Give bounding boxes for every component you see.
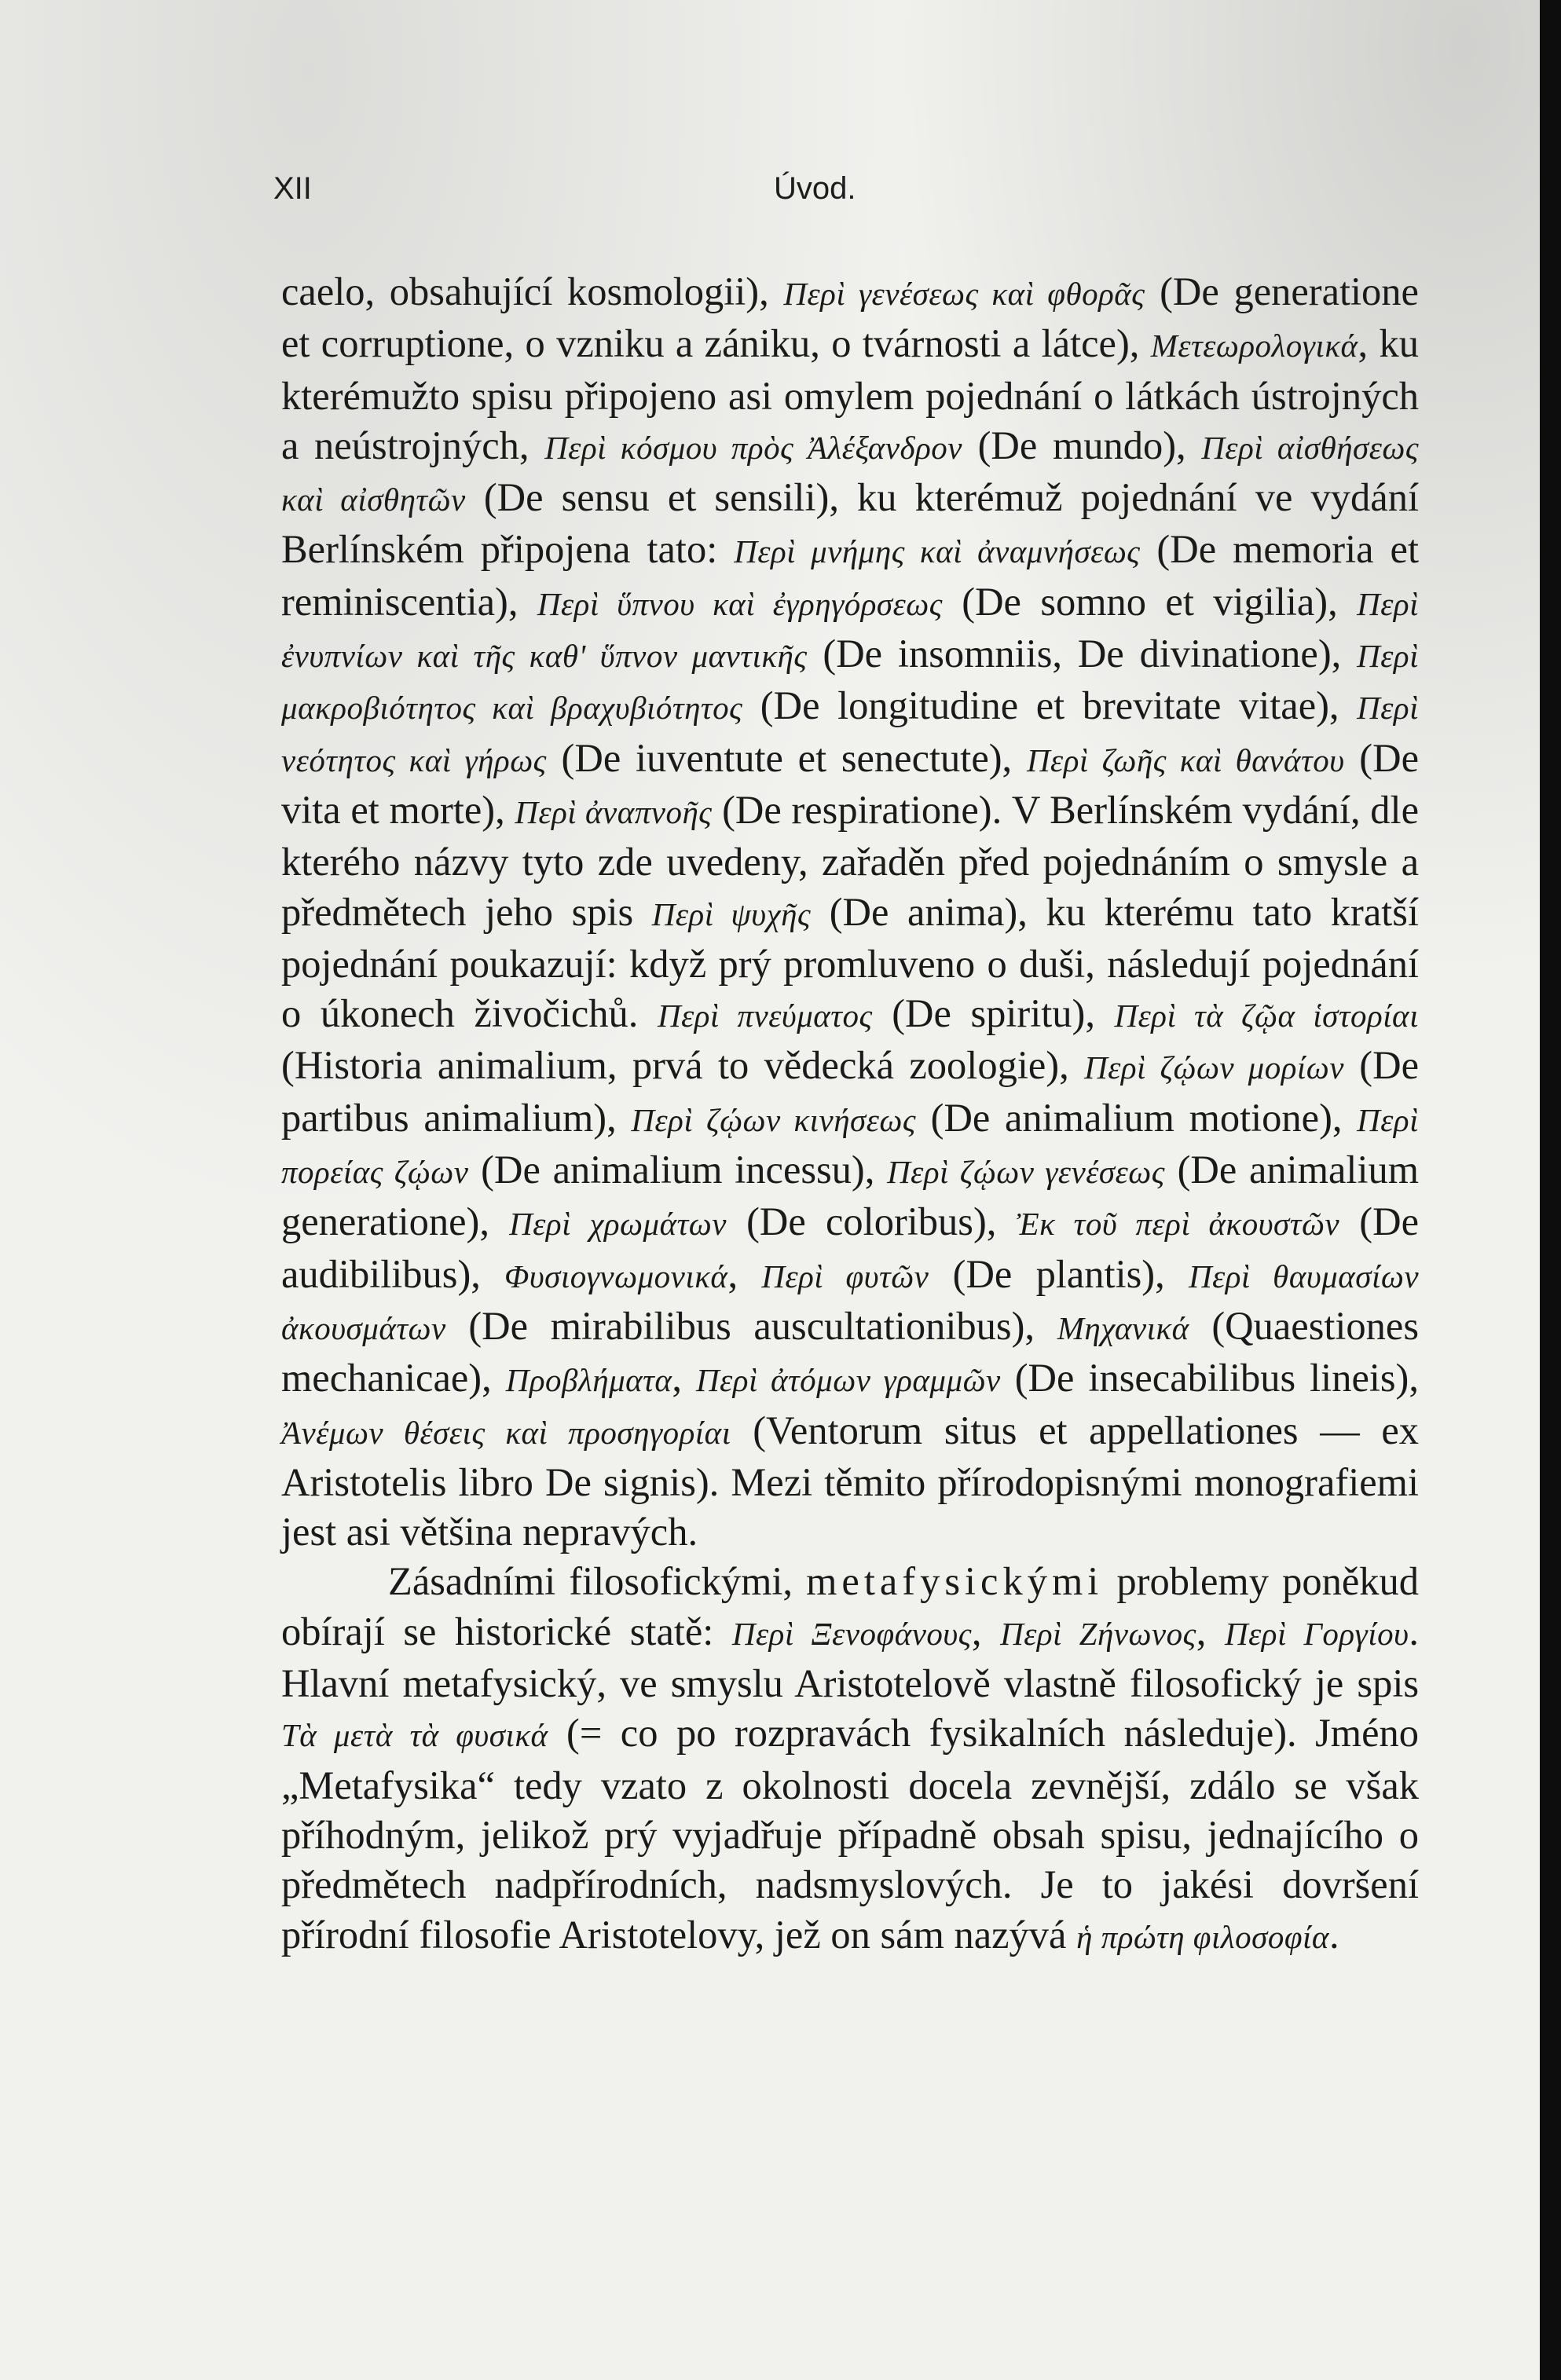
greek-title: Περὶ ἀτόμων γραμμῶν xyxy=(696,1362,1001,1399)
text-run: (De insecabilibus lineis), xyxy=(1000,1356,1419,1401)
greek-title: Περὶ χρωμάτων xyxy=(509,1206,727,1243)
text-run: caelo, obsahující kosmologii), xyxy=(281,269,784,313)
text-run: . Hlavní metafysický, ve smyslu Aristotelově vlastně filosofický je spis xyxy=(281,1609,1420,1706)
greek-title: Περὶ τὰ ζῷα ἱστορίαι xyxy=(1114,998,1419,1034)
greek-title: Περὶ γενέσεως καὶ φθορᾶς xyxy=(783,276,1145,312)
text-run: , xyxy=(971,1609,1001,1653)
text-run: (De animalium motione), xyxy=(916,1095,1358,1140)
greek-title: Περὶ νεότητος καὶ γήρως xyxy=(281,690,1419,778)
greek-title: Περὶ Ζήνωνος xyxy=(1000,1615,1196,1652)
greek-title: Περὶ ὕπνου καὶ ἐγρηγόρσεως xyxy=(537,585,943,622)
text-run: (De somno et vigilia), xyxy=(942,579,1358,624)
greek-title: Περὶ πορείας ζῴων xyxy=(281,1101,1419,1191)
text-run: (De animalium generatione), xyxy=(281,1148,1420,1244)
greek-title: Τὰ μετὰ τὰ φυσικά xyxy=(281,1717,548,1754)
greek-title: Φυσιογνωμονικά xyxy=(504,1258,728,1294)
text-run: (De partibus animalium), xyxy=(281,1043,1420,1140)
text-run: (De spiritu), xyxy=(872,991,1115,1036)
paragraph-2 xyxy=(281,1557,1419,1961)
text-run: (De sensu et sensili), ku kterémuž pojednání ve vydání Berlínském připojena tato: xyxy=(281,475,1419,572)
greek-title: Μηχανικά xyxy=(1057,1309,1189,1346)
text-run: (De anima), ku kterému tato kratší pojednání poukazují: když prý promluveno o duši, následují pojednání o úkonech živočichů. xyxy=(281,889,1419,1036)
text-run: , xyxy=(1196,1609,1225,1653)
greek-title: Περὶ πνεύματος xyxy=(657,998,873,1034)
greek-title: Περὶ κόσμου πρὸς Ἀλέξανδρον xyxy=(544,429,962,466)
page-number: XII xyxy=(273,171,312,206)
greek-title: Ἀνέμων θέσεις καὶ προσηγορίαι xyxy=(281,1414,731,1451)
text-run: Zásadními filosofickými, xyxy=(388,1559,807,1604)
text-run: (De generatione et corruptione, o vzniku a zániku, o tvárnosti a látce), xyxy=(281,269,1419,366)
greek-title: Περὶ ζῴων γενέσεως xyxy=(887,1154,1165,1191)
greek-title: Περὶ ἐνυπνίων καὶ τῆς καθ' ὕπνον μαντικῆς xyxy=(281,585,1419,675)
greek-title: Περὶ ἀναπνοῆς xyxy=(515,793,713,830)
running-head xyxy=(273,171,1436,218)
greek-title: Περὶ Γοργίου xyxy=(1225,1615,1409,1652)
greek-title: Μετεωρολογικά xyxy=(1150,328,1358,364)
greek-title: Περὶ ψυχῆς xyxy=(651,895,812,932)
text-run: (Historia animalium, prvá to vědecká zoologie), xyxy=(281,1043,1085,1088)
greek-title: Περὶ ζῴων κινήσεως xyxy=(631,1101,916,1138)
text-run: (Ventorum situs et appellationes — ex Aristotelis libro De signis). Mezi těmito přírodopisnými monografiemi jest asi většina nepravých. xyxy=(281,1408,1419,1554)
greek-title: Περὶ Ξενοφάνους xyxy=(731,1615,972,1652)
text-run: , ku kterémužto spisu připojeno asi omylem pojednání o látkách ústrojných a neústrojných, xyxy=(281,321,1419,467)
paragraph-1 xyxy=(281,267,1419,1557)
text-run: problemy poněkud obírají se historické statě: xyxy=(281,1559,1419,1653)
text-run: (De respiratione). V Berlínském vydání, dle kterého názvy tyto zde uvedeny, zařaděn před pojednáním o smysle a předmětech jeho spis xyxy=(281,787,1419,934)
greek-title: ἡ πρώτη φιλοσοφία xyxy=(1076,1918,1329,1955)
greek-title: Περὶ θαυμασίων ἀκουσμάτων xyxy=(281,1258,1420,1346)
text-run: (De vita et morte), xyxy=(281,735,1419,832)
greek-title: Περὶ ζωῆς καὶ θανάτου xyxy=(1026,741,1345,778)
text-run: (De audibilibus), xyxy=(281,1199,1420,1296)
text-run: (Quaestiones mechanicae), xyxy=(281,1303,1419,1401)
greek-title: Προβλήματα xyxy=(505,1362,672,1399)
greek-title: Περὶ αἰσθήσεως καὶ αἰσθητῶν xyxy=(281,429,1420,518)
text-run: (De animalium incessu), xyxy=(468,1148,888,1192)
text-run: (De coloribus), xyxy=(726,1199,1017,1244)
text-run: (De mirabilibus auscultationibus), xyxy=(445,1303,1057,1348)
scan-edge xyxy=(1540,0,1561,2380)
text-run: (De longitudine et brevitate vitae), xyxy=(742,683,1358,728)
section-title: Úvod. xyxy=(774,171,856,206)
greek-title: Περὶ μακροβιότητος καὶ βραχυβιότητος xyxy=(281,638,1419,727)
greek-title: Ἐκ τοῦ περὶ ἀκουστῶν xyxy=(1016,1206,1340,1243)
text-run: , xyxy=(727,1251,762,1296)
greek-title: Περὶ ζῴων μορίων xyxy=(1084,1049,1344,1086)
spaced-term: metafysickými xyxy=(806,1559,1104,1604)
text-run: (De memoria et reminiscentia), xyxy=(281,527,1419,624)
text-run: (De plantis), xyxy=(929,1251,1189,1296)
text-run: (De iuventute et senectute), xyxy=(546,735,1027,780)
text-run: , xyxy=(672,1356,697,1401)
text-run: (= co po rozpravách fysikalních následuje). Jméno „Metafysika“ tedy vzato z okolnosti docela zevnější, zdálo se však příhodným, jelikož prý vyjadřuje případně obsah spisu, jednajícího o předmětech nadpřírodních, nadsmyslových. Je to jakési dovršení přírodní filosofie Aristotelovy, jež on sám nazývá xyxy=(281,1711,1420,1957)
text-run: (De mundo), xyxy=(962,423,1202,467)
text-run: (De insomniis, De divinatione), xyxy=(807,632,1358,676)
greek-title: Περὶ φυτῶν xyxy=(761,1258,929,1294)
body-text xyxy=(281,267,1419,1962)
greek-title: Περὶ μνήμης καὶ ἀναμνήσεως xyxy=(734,533,1141,570)
text-run: . xyxy=(1328,1912,1339,1957)
